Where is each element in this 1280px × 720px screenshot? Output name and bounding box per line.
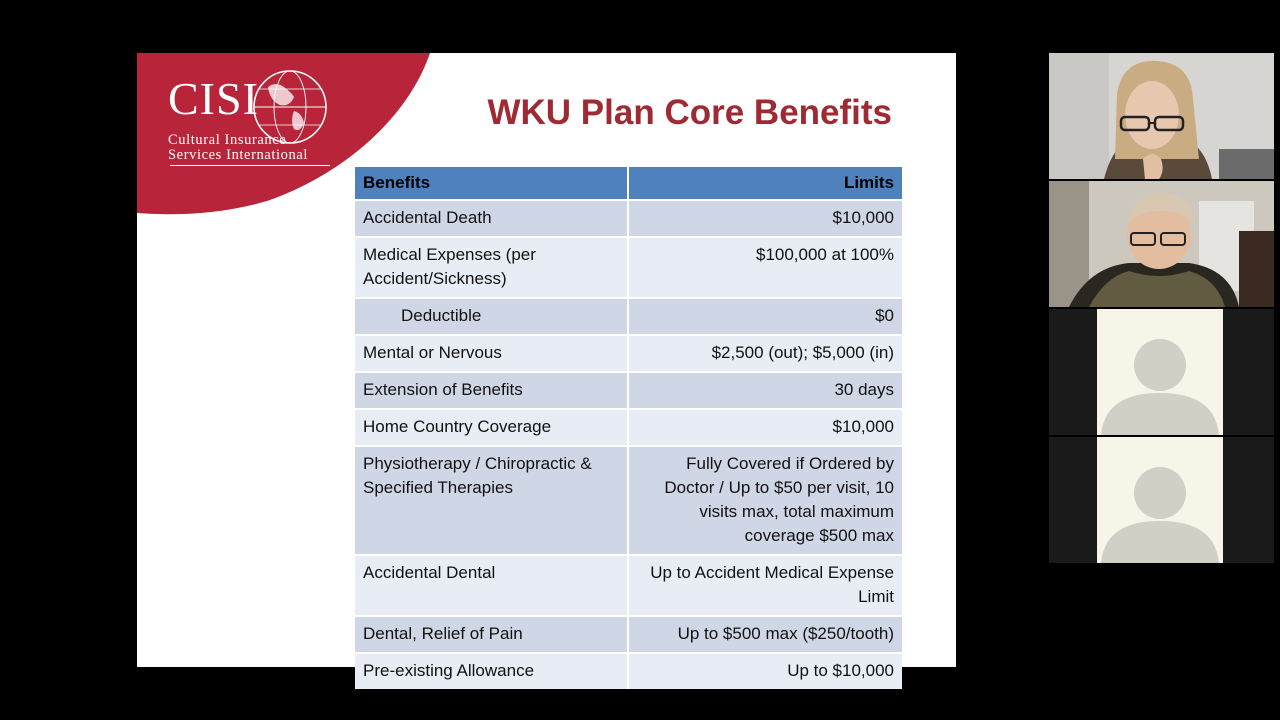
limit-cell: $0 (628, 298, 902, 335)
avatar-placeholder-icon (1097, 437, 1223, 563)
benefit-cell: Accidental Death (355, 200, 628, 237)
participant-tile-1[interactable] (1049, 53, 1274, 179)
logo-divider (170, 165, 330, 166)
avatar-placeholder-icon (1097, 309, 1223, 435)
benefit-cell: Accidental Dental (355, 555, 628, 616)
limit-cell: $10,000 (628, 409, 902, 446)
limit-cell: Up to $500 max ($250/tooth) (628, 616, 902, 653)
table-row (355, 446, 902, 555)
presentation-slide (137, 53, 956, 680)
benefit-cell: Dental, Relief of Pain (355, 616, 628, 653)
benefit-cell: Pre-existing Allowance (355, 653, 628, 689)
participant-woman-video (1049, 53, 1274, 179)
table-header-row (355, 167, 902, 200)
table-row (355, 372, 902, 409)
table-row (355, 298, 902, 335)
limit-cell: $10,000 (628, 200, 902, 237)
table-row (355, 200, 902, 237)
limit-cell: $100,000 at 100% (628, 237, 902, 298)
benefit-cell: Extension of Benefits (355, 372, 628, 409)
benefit-cell: Medical Expenses (per Accident/Sickness) (355, 237, 628, 298)
limit-cell: Up to $10,000 (628, 653, 902, 689)
table-row (355, 237, 902, 298)
table-row (355, 653, 902, 689)
participant-man-video (1049, 181, 1274, 307)
limit-cell: Up to Accident Medical Expense Limit (628, 555, 902, 616)
table-row (355, 616, 902, 653)
table-row (355, 555, 902, 616)
participant-tile-4[interactable] (1049, 437, 1274, 563)
logo-wordmark: CISI (168, 73, 259, 124)
slide-title: WKU Plan Core Benefits (487, 93, 892, 132)
logo-line2: Services International (168, 147, 309, 163)
header-benefits: Benefits (355, 167, 628, 200)
limit-cell: 30 days (628, 372, 902, 409)
benefit-cell: Mental or Nervous (355, 335, 628, 372)
participant-tile-3[interactable] (1049, 309, 1274, 435)
cisi-logo (168, 73, 308, 163)
table-row (355, 335, 902, 372)
logo-line1: Cultural Insurance (168, 132, 287, 148)
benefits-table (355, 167, 902, 689)
benefit-cell: Home Country Coverage (355, 409, 628, 446)
participant-tile-2[interactable] (1049, 181, 1274, 307)
limit-cell: $2,500 (out); $5,000 (in) (628, 335, 902, 372)
table-row (355, 409, 902, 446)
header-limits: Limits (628, 167, 902, 200)
limit-cell: Fully Covered if Ordered by Doctor / Up to $50 per visit, 10 visits max, total maximum coverage $500 max (628, 446, 902, 555)
benefit-cell: Deductible (355, 298, 628, 335)
benefit-cell: Physiotherapy / Chiropractic & Specified Therapies (355, 446, 628, 555)
